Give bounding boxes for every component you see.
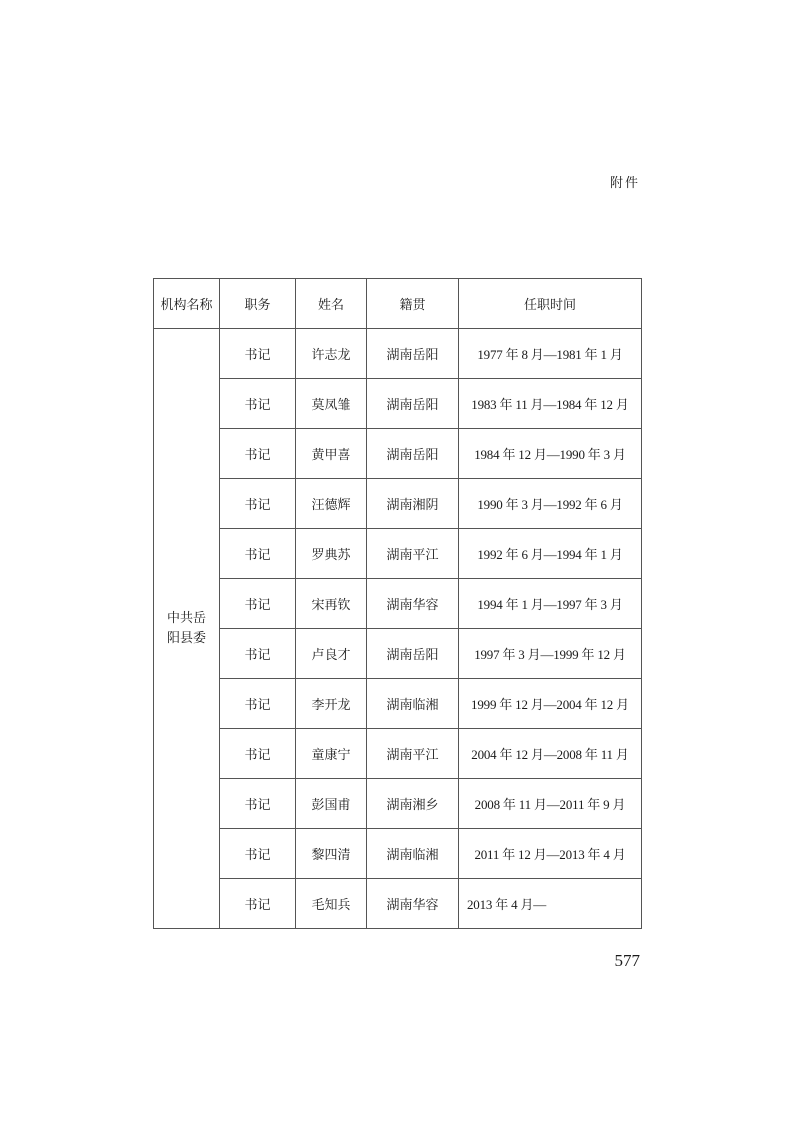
cell-origin: 湖南临湘 xyxy=(367,679,459,729)
header-term: 任职时间 xyxy=(459,279,642,329)
table-header-row xyxy=(154,279,642,329)
cell-name: 童康宁 xyxy=(296,729,367,779)
header-org-name: 机构名称 xyxy=(154,279,220,329)
cell-position: 书记 xyxy=(220,679,296,729)
table-row xyxy=(154,479,642,529)
cell-position: 书记 xyxy=(220,479,296,529)
cell-origin: 湖南临湘 xyxy=(367,829,459,879)
org-name-cell xyxy=(154,329,220,929)
cell-position: 书记 xyxy=(220,429,296,479)
org-name: 中共岳阳县委 xyxy=(166,610,206,646)
cell-name: 莫凤雏 xyxy=(296,379,367,429)
cell-term: 1983 年 11 月—1984 年 12 月 xyxy=(459,379,642,429)
cell-term: 1984 年 12 月—1990 年 3 月 xyxy=(459,429,642,479)
header-position: 职务 xyxy=(220,279,296,329)
table-row xyxy=(154,429,642,479)
cell-term: 2004 年 12 月—2008 年 11 月 xyxy=(459,729,642,779)
cell-origin: 湖南湘乡 xyxy=(367,779,459,829)
cell-name: 毛知兵 xyxy=(296,879,367,929)
cell-origin: 湖南平江 xyxy=(367,529,459,579)
cell-term: 2011 年 12 月—2013 年 4 月 xyxy=(459,829,642,879)
table-row xyxy=(154,329,642,379)
table-row xyxy=(154,379,642,429)
cell-position: 书记 xyxy=(220,579,296,629)
table-row xyxy=(154,579,642,629)
cell-position: 书记 xyxy=(220,529,296,579)
cell-term: 1994 年 1 月—1997 年 3 月 xyxy=(459,579,642,629)
cell-term: 1977 年 8 月—1981 年 1 月 xyxy=(459,329,642,379)
cell-name: 罗典苏 xyxy=(296,529,367,579)
cell-name: 许志龙 xyxy=(296,329,367,379)
cell-name: 黎四清 xyxy=(296,829,367,879)
cell-name: 李开龙 xyxy=(296,679,367,729)
cell-origin: 湖南岳阳 xyxy=(367,329,459,379)
table-row xyxy=(154,829,642,879)
table-row xyxy=(154,529,642,579)
table-row xyxy=(154,779,642,829)
cell-position: 书记 xyxy=(220,879,296,929)
cell-position: 书记 xyxy=(220,329,296,379)
cell-term: 2013 年 4 月— xyxy=(459,879,642,929)
cell-term: 1999 年 12 月—2004 年 12 月 xyxy=(459,679,642,729)
table-row xyxy=(154,879,642,929)
running-head: 附件 xyxy=(609,176,640,191)
cell-position: 书记 xyxy=(220,379,296,429)
cell-origin: 湖南平江 xyxy=(367,729,459,779)
table-row xyxy=(154,629,642,679)
cell-name: 彭国甫 xyxy=(296,779,367,829)
cell-origin: 湖南华容 xyxy=(367,579,459,629)
header-origin: 籍贯 xyxy=(367,279,459,329)
table-row xyxy=(154,679,642,729)
cell-term: 1997 年 3 月—1999 年 12 月 xyxy=(459,629,642,679)
cell-term: 1992 年 6 月—1994 年 1 月 xyxy=(459,529,642,579)
cell-origin: 湖南华容 xyxy=(367,879,459,929)
cell-name: 黄甲喜 xyxy=(296,429,367,479)
cell-origin: 湖南湘阴 xyxy=(367,479,459,529)
cell-name: 汪德辉 xyxy=(296,479,367,529)
cell-position: 书记 xyxy=(220,629,296,679)
cell-position: 书记 xyxy=(220,829,296,879)
page-number: 577 xyxy=(614,951,640,970)
cell-term: 1990 年 3 月—1992 年 6 月 xyxy=(459,479,642,529)
cell-name: 宋再钦 xyxy=(296,579,367,629)
cell-term: 2008 年 11 月—2011 年 9 月 xyxy=(459,779,642,829)
officials-table xyxy=(153,278,642,929)
cell-position: 书记 xyxy=(220,729,296,779)
cell-position: 书记 xyxy=(220,779,296,829)
cell-origin: 湖南岳阳 xyxy=(367,379,459,429)
cell-origin: 湖南岳阳 xyxy=(367,629,459,679)
cell-origin: 湖南岳阳 xyxy=(367,429,459,479)
header-name: 姓名 xyxy=(296,279,367,329)
table-row xyxy=(154,729,642,779)
cell-name: 卢良才 xyxy=(296,629,367,679)
